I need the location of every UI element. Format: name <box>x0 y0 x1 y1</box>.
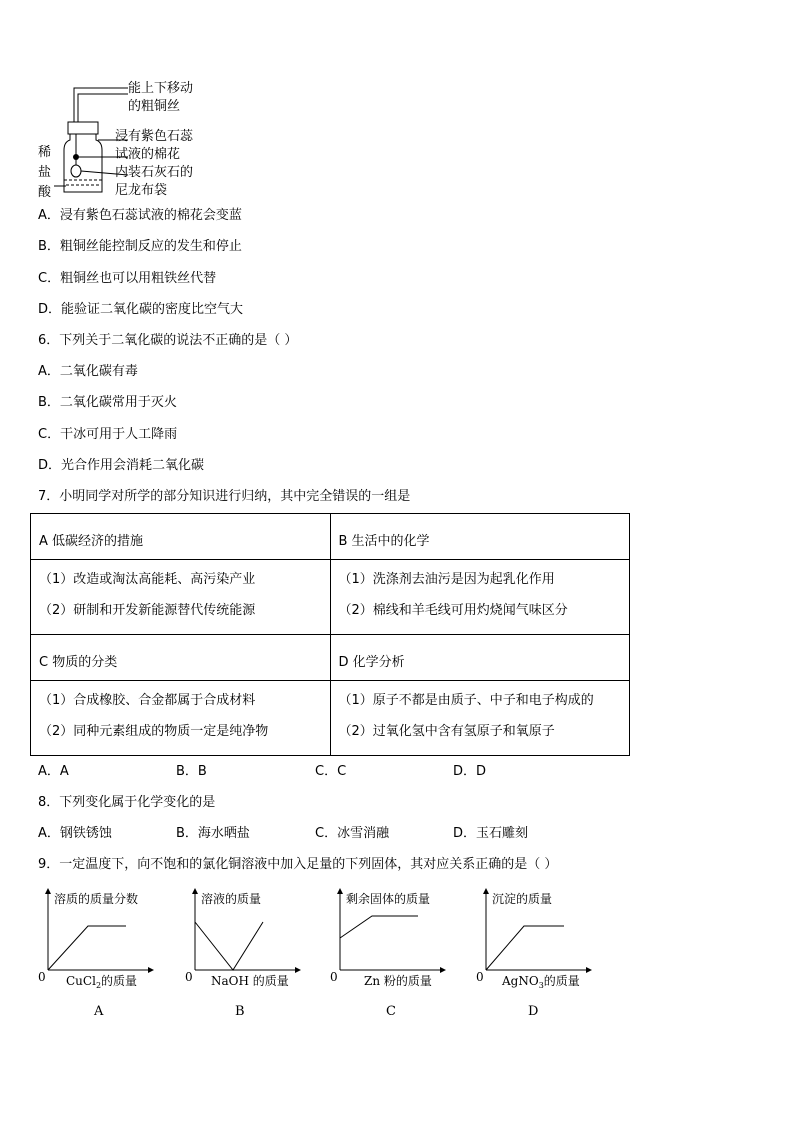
q5-option-d: D．能验证二氧化碳的密度比空气大 <box>38 302 244 317</box>
q6-option-c: C．干冰可用于人工降雨 <box>38 427 178 442</box>
graph-c <box>322 886 462 1026</box>
q7-cell-c-head: C 物质的分类 <box>31 635 331 681</box>
graph-d-xlabel: AgNO$_3$的质量 <box>502 974 580 990</box>
q8-option-d: D．玉石雕刻 <box>453 826 529 841</box>
graph-b-origin: 0 <box>185 970 193 984</box>
q5-option-b: B．粗铜丝能控制反应的发生和停止 <box>38 239 242 254</box>
q7-option-a: A．A <box>38 764 69 779</box>
q5-option-a: A．浸有紫色石蕊试液的棉花会变蓝 <box>38 208 242 223</box>
label-bag-1: 内装石灰石的 <box>115 165 194 180</box>
q7-cell-a-head: A 低碳经济的措施 <box>31 514 331 560</box>
q5-option-c: C．粗铜丝也可以用粗铁丝代替 <box>38 271 217 286</box>
q8-option-b: B．海水晒盐 <box>176 826 250 841</box>
acid-char-1: 稀 <box>38 145 52 160</box>
q9-question: 9．一定温度下，向不饱和的氯化铜溶液中加入足量的下列固体，其对应关系正确的是（ ） <box>38 857 558 872</box>
q7-a-item-1: （1）改造或淘汰高能耗、高污染产业 <box>39 572 256 587</box>
graph-b <box>177 886 317 1026</box>
q8-option-a: A．钢铁锈蚀 <box>38 826 112 841</box>
acid-char-2: 盐 <box>38 165 52 180</box>
q7-cell-b-body <box>330 560 630 635</box>
q8-option-c: C．冰雪消融 <box>315 826 390 841</box>
q7-c-item-2: （2）同种元素组成的物质一定是纯净物 <box>39 724 269 739</box>
graph-a-letter: A <box>94 1004 104 1019</box>
graph-d-ylabel: 沉淀的质量 <box>492 892 553 906</box>
graph-b-xlabel: NaOH 的质量 <box>211 974 289 988</box>
graph-d-letter: D <box>528 1004 539 1019</box>
graph-a-origin: 0 <box>38 970 46 984</box>
graph-a-ylabel: 溶质的质量分数 <box>54 892 139 906</box>
q7-option-b: B．B <box>176 764 207 779</box>
graph-b-letter: B <box>235 1004 245 1019</box>
q7-c-item-1: （1）合成橡胶、合金都属于合成材料 <box>39 693 256 708</box>
graph-d <box>468 886 608 1026</box>
q7-cell-d-head: D 化学分析 <box>330 635 630 681</box>
q7-table <box>30 513 630 756</box>
q7-cell-b-head: B 生活中的化学 <box>330 514 630 560</box>
label-cotton-1: 浸有紫色石蕊 <box>115 129 194 144</box>
q7-cell-a-body <box>31 560 331 635</box>
graph-c-xlabel: Zn 粉的质量 <box>364 974 432 988</box>
q6-option-a: A．二氧化碳有毒 <box>38 364 138 379</box>
graph-c-letter: C <box>386 1004 396 1019</box>
graph-a-xlabel: CuCl$_2$的质量 <box>66 974 138 990</box>
q7-b-item-2: （2）棉线和羊毛线可用灼烧闻气味区分 <box>338 603 568 618</box>
label-bag-2: 尼龙布袋 <box>115 183 168 198</box>
q7-question: 7．小明同学对所学的部分知识进行归纳，其中完全错误的一组是 <box>38 489 411 504</box>
q6-option-b: B．二氧化碳常用于灭火 <box>38 395 177 410</box>
q7-d-item-2: （2）过氧化氢中含有氢原子和氧原子 <box>338 724 555 739</box>
graph-c-ylabel: 剩余固体的质量 <box>346 892 431 906</box>
label-wire-2: 的粗铜丝 <box>128 99 181 114</box>
label-wire-1: 能上下移动 <box>128 81 194 96</box>
q6-question: 6．下列关于二氧化碳的说法不正确的是（ ） <box>38 333 298 348</box>
q7-option-c: C．C <box>315 764 347 779</box>
q7-option-d: D．D <box>453 764 487 779</box>
acid-char-3: 酸 <box>38 185 52 200</box>
graph-c-origin: 0 <box>330 970 338 984</box>
q8-question: 8．下列变化属于化学变化的是 <box>38 795 216 810</box>
q7-a-item-2: （2）研制和开发新能源替代传统能源 <box>39 603 256 618</box>
q7-cell-c-body <box>31 681 331 756</box>
graph-b-ylabel: 溶液的质量 <box>201 892 262 906</box>
label-cotton-2: 试液的棉花 <box>115 147 181 162</box>
q6-option-d: D．光合作用会消耗二氧化碳 <box>38 458 205 473</box>
graph-d-origin: 0 <box>476 970 484 984</box>
q7-d-item-1: （1）原子不都是由质子、中子和电子构成的 <box>338 693 594 708</box>
graph-a <box>30 886 170 1026</box>
q7-b-item-1: （1）洗涤剂去油污是因为起乳化作用 <box>338 572 555 587</box>
q7-cell-d-body <box>330 681 630 756</box>
